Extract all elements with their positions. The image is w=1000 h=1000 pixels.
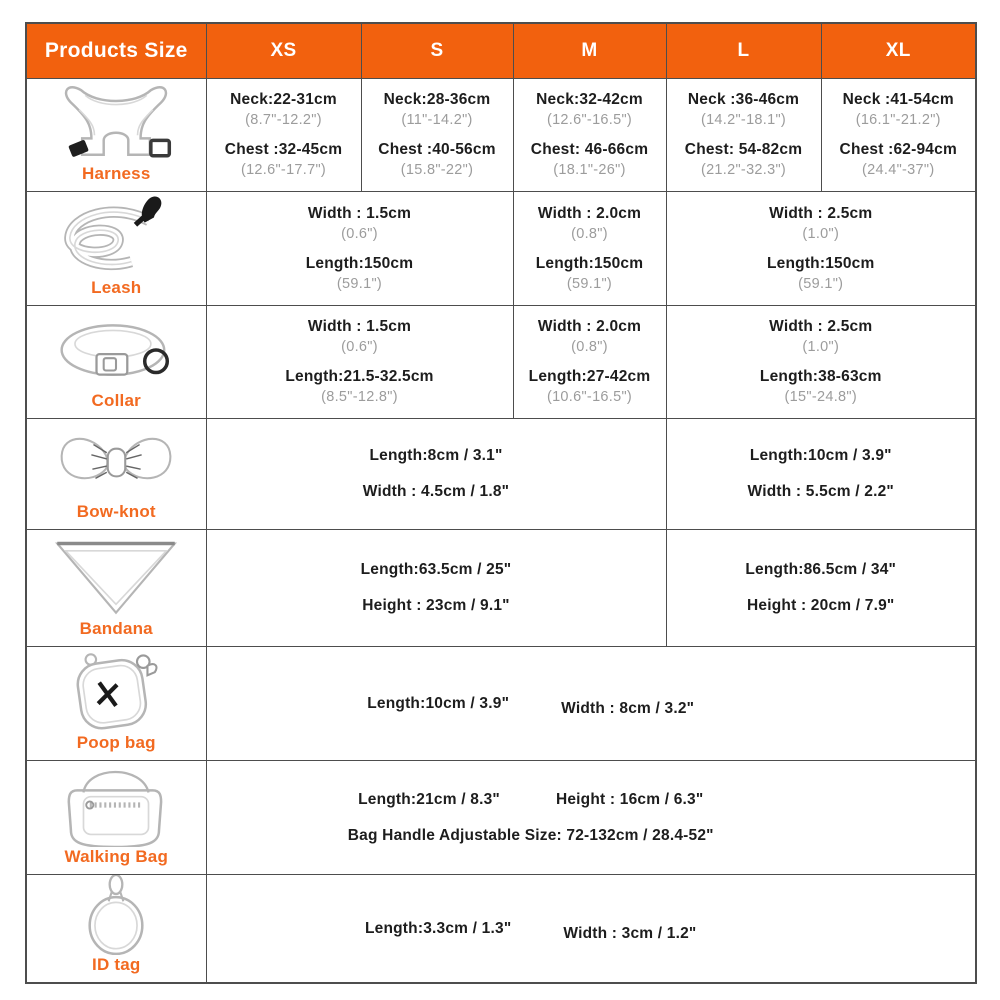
product-label-leash: Leash xyxy=(91,277,142,297)
width-measurement: Width : 4.5cm / 1.8" xyxy=(362,483,510,500)
chest-inches: (12.6"-17.7") xyxy=(240,162,327,178)
chest-measurement: Chest: 54-82cm xyxy=(684,141,803,158)
collar-m-cell xyxy=(513,305,666,418)
bandana-l-xl-cell xyxy=(666,529,976,646)
width-measurement: Width : 2.5cm xyxy=(769,204,873,222)
height-measurement: Height : 23cm / 9.1" xyxy=(362,597,510,614)
chest-inches: (18.1"-26") xyxy=(553,162,626,178)
chest-measurement: Chest :62-94cm xyxy=(839,141,957,158)
product-cell-idtag xyxy=(26,874,206,983)
product-cell-bowknot xyxy=(26,418,206,529)
width-measurement: Width : 1.5cm xyxy=(307,318,412,335)
height-measurement: Height : 16cm / 6.3" xyxy=(555,790,704,808)
width-inches: (0.6") xyxy=(341,225,378,242)
harness-icon xyxy=(27,82,206,164)
length-measurement: Length:63.5cm / 25" xyxy=(360,561,512,578)
poopbag-all-sizes-cell xyxy=(206,646,976,760)
length-measurement: Length:150cm xyxy=(767,254,875,272)
harness-xs-cell xyxy=(206,78,361,191)
collar-l-xl-cell xyxy=(666,305,976,418)
neck-inches: (8.7"-12.2") xyxy=(245,112,322,128)
collar-icon xyxy=(27,311,206,391)
product-cell-harness xyxy=(26,78,206,191)
chest-measurement: Chest :32-45cm xyxy=(224,141,343,158)
width-measurement: Width : 5.5cm / 2.2" xyxy=(747,483,894,500)
length-measurement: Length:8cm / 3.1" xyxy=(369,447,503,464)
product-cell-bandana xyxy=(26,529,206,646)
idtag-all-sizes-cell xyxy=(206,874,976,983)
chest-measurement: Chest: 46-66cm xyxy=(530,141,649,158)
row-poopbag xyxy=(26,646,976,760)
header-size-xl: XL xyxy=(821,23,976,78)
length-measurement: Length:150cm xyxy=(535,254,644,272)
header-size-l: L xyxy=(666,23,821,78)
product-label-walkingbag: Walking Bag xyxy=(64,846,169,866)
row-bowknot xyxy=(26,418,976,529)
header-size-xs: XS xyxy=(206,23,361,78)
product-label-harness: Harness xyxy=(82,163,151,183)
width-inches: (0.6") xyxy=(341,339,378,355)
neck-measurement: Neck:32-42cm xyxy=(536,91,643,108)
product-label-collar: Collar xyxy=(91,390,141,410)
product-cell-leash xyxy=(26,191,206,305)
leash-l-xl-cell xyxy=(666,191,976,305)
length-inches: (59.1") xyxy=(566,275,613,292)
bowknot-icon xyxy=(27,422,206,502)
chest-inches: (21.2"-32.3") xyxy=(700,162,787,178)
width-measurement: Width : 3cm / 1.2" xyxy=(563,924,697,942)
row-collar xyxy=(26,305,976,418)
neck-inches: (11"-14.2") xyxy=(401,112,473,128)
header-products-size: Products Size xyxy=(26,23,206,78)
leash-icon xyxy=(27,194,206,278)
width-measurement: Width : 2.5cm xyxy=(769,318,873,335)
collar-xs-s-cell xyxy=(206,305,513,418)
product-label-poopbag: Poop bag xyxy=(76,732,156,752)
leash-m-cell xyxy=(513,191,666,305)
harness-l-cell xyxy=(666,78,821,191)
neck-inches: (12.6"-16.5") xyxy=(546,112,633,128)
poop-bag-icon xyxy=(27,647,206,733)
id-tag-icon xyxy=(27,875,206,955)
header-size-m: M xyxy=(513,23,666,78)
leash-xs-s-cell xyxy=(206,191,513,305)
width-inches: (0.8") xyxy=(571,225,608,242)
length-inches: (59.1") xyxy=(798,275,844,292)
chest-inches: (15.8"-22") xyxy=(400,162,474,178)
harness-m-cell xyxy=(513,78,666,191)
neck-measurement: Neck:22-31cm xyxy=(230,91,337,108)
size-chart-table xyxy=(25,22,977,984)
row-idtag xyxy=(26,874,976,983)
header-size-s: S xyxy=(361,23,513,78)
row-leash xyxy=(26,191,976,305)
harness-s-cell xyxy=(361,78,513,191)
row-bandana xyxy=(26,529,976,646)
length-measurement: Length:27-42cm xyxy=(528,368,651,385)
harness-xl-cell xyxy=(821,78,976,191)
length-measurement: Length:21.5-32.5cm xyxy=(285,368,434,385)
neck-inches: (14.2"-18.1") xyxy=(700,112,787,128)
height-measurement: Height : 20cm / 7.9" xyxy=(747,597,895,614)
length-measurement: Length:86.5cm / 34" xyxy=(745,561,897,578)
header-row xyxy=(26,23,976,78)
product-label-bowknot: Bow-knot xyxy=(76,501,156,521)
bowknot-xs-m-cell xyxy=(206,418,666,529)
handle-measurement: Bag Handle Adjustable Size: 72-132cm / 28.4-52" xyxy=(347,826,714,844)
width-inches: (1.0") xyxy=(802,339,840,355)
neck-inches: (16.1"-21.2") xyxy=(855,112,941,128)
width-inches: (0.8") xyxy=(571,339,608,355)
bowknot-l-xl-cell xyxy=(666,418,976,529)
row-harness xyxy=(26,78,976,191)
bandana-icon xyxy=(27,533,206,619)
width-measurement: Width : 2.0cm xyxy=(537,318,642,335)
length-inches: (8.5"-12.8") xyxy=(321,389,398,405)
length-inches: (59.1") xyxy=(336,275,383,292)
length-inches: (15"-24.8") xyxy=(784,389,857,405)
length-measurement: Length:150cm xyxy=(305,254,414,272)
walking-bag-icon xyxy=(27,761,206,847)
product-cell-collar xyxy=(26,305,206,418)
neck-measurement: Neck:28-36cm xyxy=(383,91,491,108)
length-measurement: Length:21cm / 8.3" xyxy=(358,790,500,808)
length-measurement: Length:3.3cm / 1.3" xyxy=(364,919,512,937)
length-inches: (10.6"-16.5") xyxy=(546,389,633,405)
width-measurement: Width : 1.5cm xyxy=(307,204,412,222)
walkingbag-all-sizes-cell xyxy=(206,760,976,874)
length-measurement: Length:38-63cm xyxy=(759,368,882,385)
product-label-idtag: ID tag xyxy=(92,954,141,974)
product-cell-walkingbag xyxy=(26,760,206,874)
width-measurement: Width : 8cm / 3.2" xyxy=(561,699,695,717)
bandana-xs-m-cell xyxy=(206,529,666,646)
product-cell-poopbag xyxy=(26,646,206,760)
length-measurement: Length:10cm / 3.9" xyxy=(749,447,892,464)
chest-measurement: Chest :40-56cm xyxy=(378,141,496,158)
row-walkingbag xyxy=(26,760,976,874)
chest-inches: (24.4"-37") xyxy=(862,162,935,178)
product-label-bandana: Bandana xyxy=(79,618,153,638)
neck-measurement: Neck :41-54cm xyxy=(842,91,954,108)
neck-measurement: Neck :36-46cm xyxy=(687,91,800,108)
width-measurement: Width : 2.0cm xyxy=(537,204,642,222)
length-measurement: Length:10cm / 3.9" xyxy=(367,694,510,712)
width-inches: (1.0") xyxy=(802,225,840,242)
